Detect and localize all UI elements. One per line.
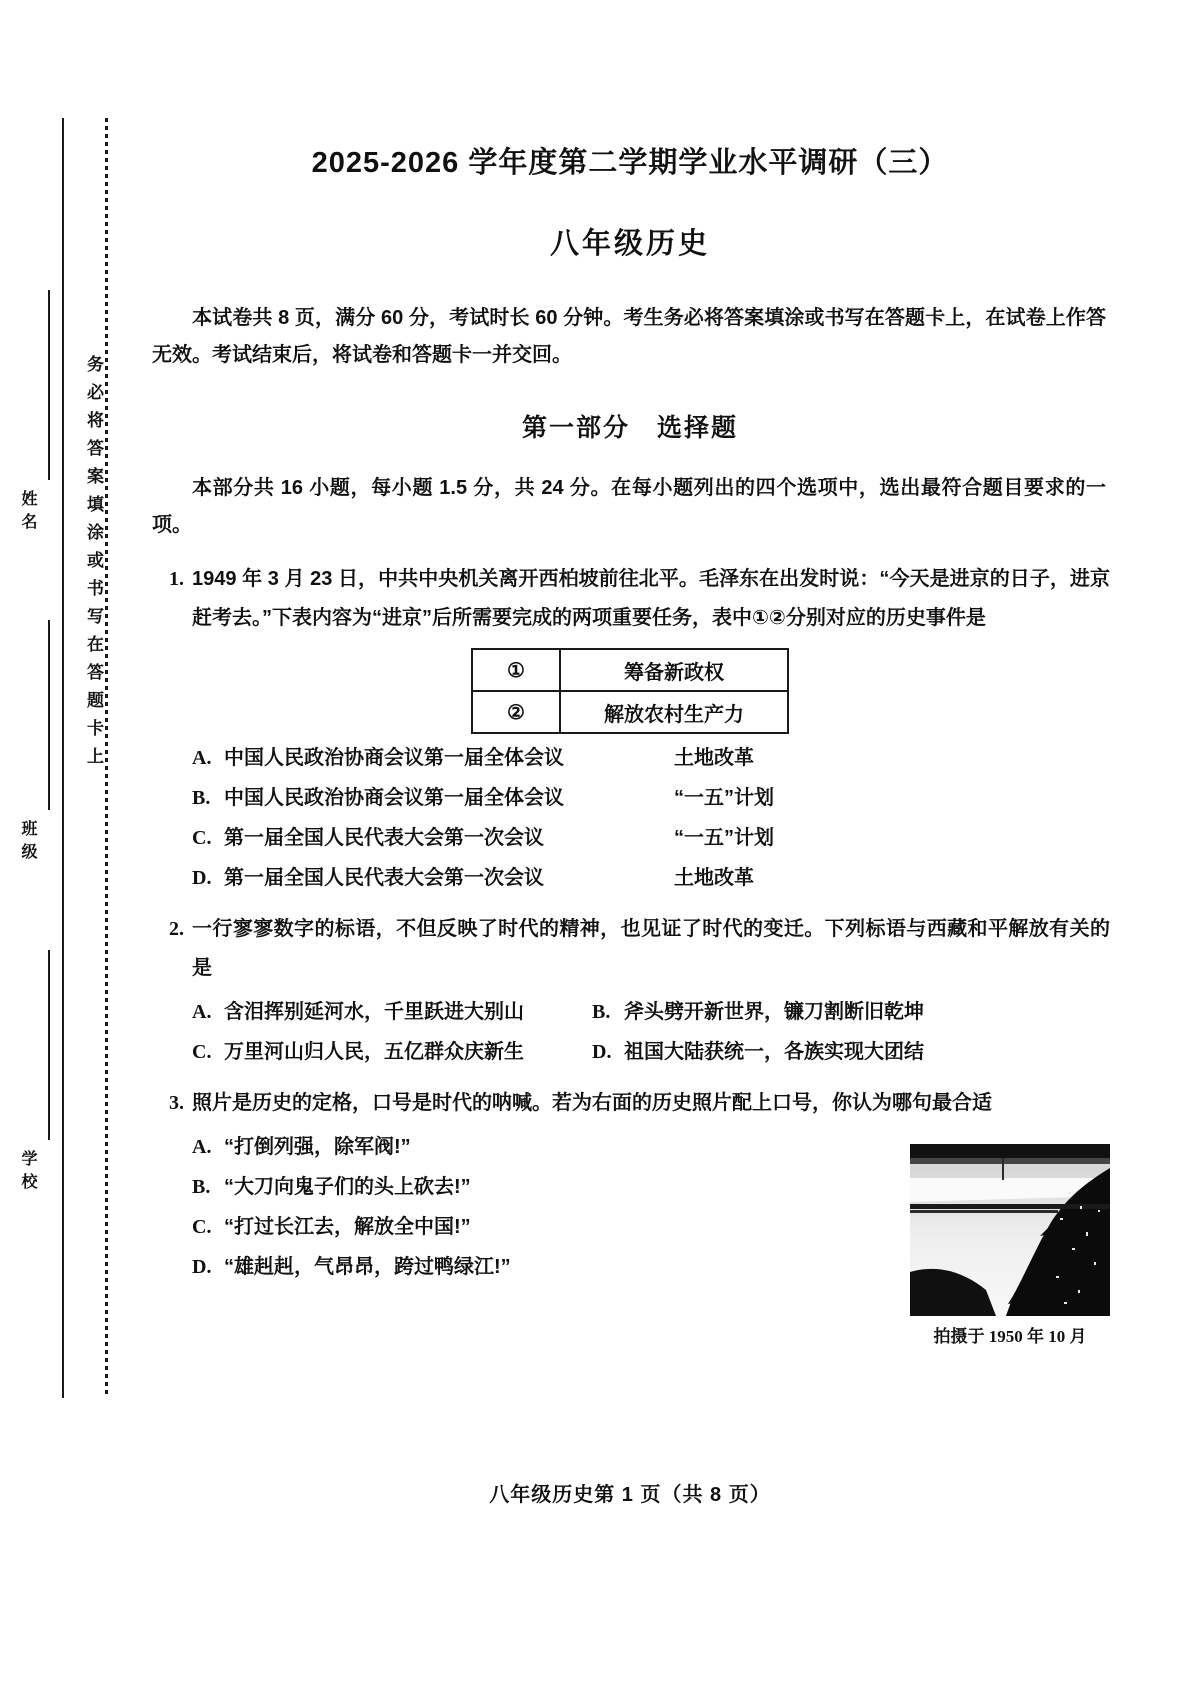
exam-instructions: 本试卷共 8 页，满分 60 分，考试时长 60 分钟。考生务必将答案填涂或书写在答题卡上，在试卷上作答无效。考试结束后，将试卷和答题卡一并交回。 [152,307,1106,366]
table-cell-content: 解放农村生产力 [560,691,788,733]
field-name-line[interactable] [48,290,50,480]
option-c-text: 第一届全国人民代表大会第一次会议 [224,827,544,849]
question-1-table [471,648,789,734]
option-a-letter: A. [192,1001,212,1023]
seal-line-outer [62,118,64,1398]
field-class-line[interactable] [48,620,50,810]
option-a-letter: A. [192,1136,212,1158]
seal-instruction-vertical: 务必将答案填涂或书写在答题卡上 [84,355,103,775]
question-2-stem: 一行寥寥数字的标语，不但反映了时代的精神，也见证了时代的变迁。下列标语与西藏和平解放有关的是 [192,918,1110,979]
option-b-letter: B. [192,787,211,809]
seal-line-dashed [105,118,108,1398]
field-school [8,950,60,1210]
option-d-letter: D. [192,867,212,889]
question-3-stem: 照片是历史的定格，口号是时代的呐喊。若为右面的历史照片配上口号，你认为哪句最合适 [192,1092,992,1114]
part-one-title: 第一部分 选择题 [521,414,738,442]
option-row-ab [192,992,1110,1032]
page-footer: 八年级历史第 1 页（共 8 页） [489,1484,771,1506]
option-row-cd [192,1032,1110,1072]
option-a-text-second: 土地改革 [674,747,754,769]
field-class [8,620,60,880]
question-1 [150,560,1110,898]
option-d[interactable] [592,1032,924,1072]
option-b[interactable] [192,778,1110,818]
option-a-letter: A. [192,747,212,769]
exam-page [150,0,1110,1684]
historical-photo-graphic [910,1144,1110,1316]
question-1-number: 1. [169,568,184,590]
option-d-text-second: 土地改革 [674,867,754,889]
option-c-text: 万里河山归人民，五亿群众庆新生 [224,1041,524,1063]
table-row [472,691,788,733]
question-3-number: 3. [169,1092,184,1114]
option-c[interactable] [192,1032,592,1072]
historical-photo [910,1144,1110,1316]
option-c-text-second: “一五”计划 [674,827,774,849]
option-c-letter: C. [192,1216,212,1238]
option-d-text: 第一届全国人民代表大会第一次会议 [224,867,544,889]
table-row [472,649,788,691]
field-school-line[interactable] [48,950,50,1140]
option-b-text: 中国人民政治协商会议第一届全体会议 [224,787,564,809]
question-1-options [192,738,1110,898]
option-b-letter: B. [592,1001,611,1023]
question-2 [150,910,1110,1072]
field-school-label: 学校 [19,1150,36,1196]
option-d-text: “雄赳赳，气昂昂，跨过鸭绿江!” [224,1256,511,1278]
option-d-letter: D. [192,1256,212,1278]
table-cell-content: 筹备新政权 [560,649,788,691]
page-subtitle: 八年级历史 [549,228,710,260]
option-a-text: “打倒列强，除军阀!” [224,1136,411,1158]
table-cell-mark: ① [472,649,560,691]
page-title: 2025-2026 学年度第二学期学业水平调研（三） [311,147,949,179]
question-2-number: 2. [169,918,184,940]
option-d[interactable] [192,858,1110,898]
option-d-letter: D. [592,1041,612,1063]
option-c[interactable] [192,818,1110,858]
option-c-letter: C. [192,827,212,849]
option-a[interactable] [192,992,592,1032]
option-b-text: “大刀向鬼子们的头上砍去!” [224,1176,471,1198]
question-3-photo-block [910,1144,1110,1347]
option-c-text: “打过长江去，解放全中国!” [224,1216,471,1238]
option-b-text: 斧头劈开新世界，镰刀割断旧乾坤 [624,1001,924,1023]
question-2-options [192,992,1110,1072]
option-a-text: 含泪挥别延河水，千里跃进大别山 [224,1001,524,1023]
option-a[interactable] [192,738,1110,778]
part-one-description: 本部分共 16 小题，每小题 1.5 分，共 24 分。在每小题列出的四个选项中，选出最符合题目要求的一项。 [152,477,1106,536]
option-b-text-second: “一五”计划 [674,787,774,809]
seal-margin [0,0,140,1684]
question-3 [150,1084,1110,1346]
option-b-letter: B. [192,1176,211,1198]
field-class-label: 班级 [19,820,36,866]
photo-caption: 拍摄于 1950 年 10 月 [933,1327,1087,1346]
option-d-text: 祖国大陆获统一，各族实现大团结 [624,1041,924,1063]
option-c-letter: C. [192,1041,212,1063]
question-1-stem: 1949 年 3 月 23 日，中共中央机关离开西柏坡前往北平。毛泽东在出发时说：“今天是进京的日子，进京赶考去。”下表内容为“进京”后所需要完成的两项重要任务，表中①②分别对应的历史事件是 [192,568,1110,629]
option-b[interactable] [592,992,924,1032]
field-name [8,290,60,550]
table-cell-mark: ② [472,691,560,733]
option-a-text: 中国人民政治协商会议第一届全体会议 [224,747,564,769]
field-name-label: 姓名 [19,490,36,536]
